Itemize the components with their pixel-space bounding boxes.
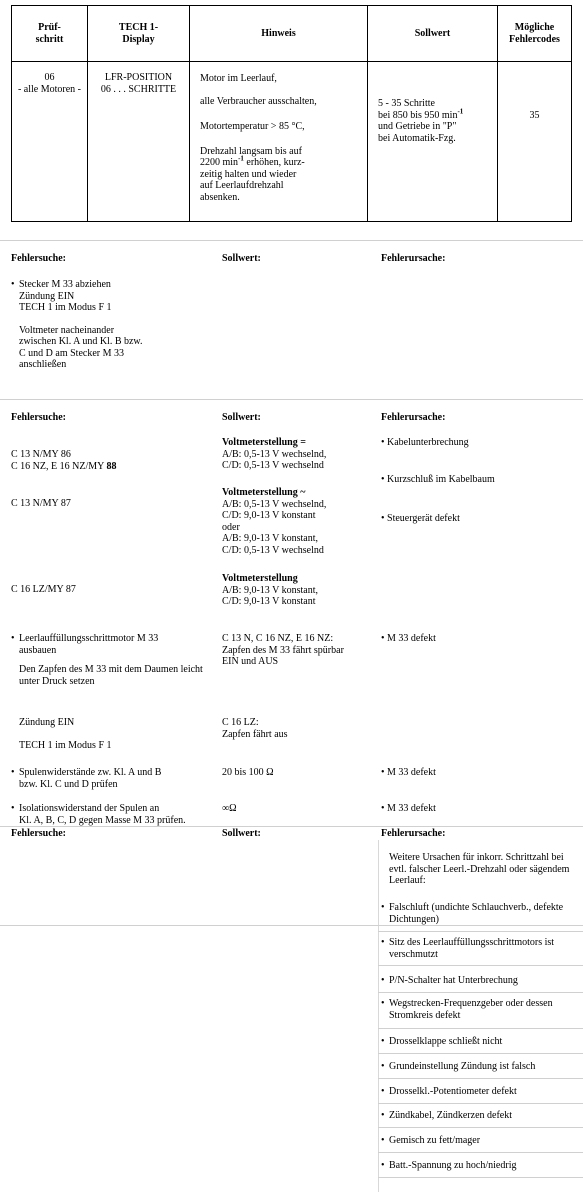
row-divider — [378, 1152, 583, 1153]
cause-text: M 33 defekt — [387, 803, 436, 814]
cell-display — [88, 62, 190, 222]
sollwert-line-2 — [378, 107, 497, 122]
test-step-table — [11, 5, 572, 222]
model-c16lz-my87: C 16 LZ/MY 87 — [11, 584, 76, 595]
hint-line-4c: zeitig halten und wieder auf Leerlaufdrehzahl absenken. — [200, 168, 297, 203]
step-text-voltmeter: Voltmeter nacheinander zwischen Kl. A und Kl. B bzw. C und D am Stecker M 33 anschließen — [19, 324, 143, 370]
bullet: • — [381, 1160, 385, 1171]
sollwert-label: Sollwert: — [222, 412, 261, 423]
model-year: 88 — [106, 461, 117, 472]
motor-sollwert: C 13 N, C 16 NZ, E 16 NZ: Zapfen des M 33 fährt spürbar EIN und AUS — [222, 633, 344, 667]
lz-sollwert: C 16 LZ: Zapfen fährt aus — [222, 717, 288, 740]
cause-text: Wegstrecken-Frequenzgeber oder dessen Stromkreis defekt — [389, 998, 553, 1021]
display-value: LFR-POSITION 06 . . . SCHRITTE — [100, 72, 177, 95]
bullet: • — [381, 437, 385, 448]
row-divider — [378, 1177, 583, 1178]
sollwert-line-1: 5 - 35 Schritte — [378, 98, 435, 109]
row-divider — [378, 1028, 583, 1029]
cause-text: Steuergerät defekt — [387, 513, 460, 524]
hint-line-3: Motortemperatur > 85 °C, — [200, 121, 305, 132]
cause-text: Batt.-Spannung zu hoch/niedrig — [389, 1160, 517, 1171]
cause-text: Falschluft (undichte Schlauchverb., defekte Dichtungen) — [389, 902, 564, 925]
hint-rpm: 2200 min — [200, 157, 239, 168]
hint-rpm-exponent: -1 — [238, 154, 244, 163]
voltmeter-heading: Voltmeterstellung — [222, 573, 298, 584]
cause-ecu-defect — [381, 513, 460, 525]
bullet: • — [11, 803, 15, 814]
cause-text: Sitz des Leerlauffüllungsschrittmotors ist verschmutzt — [389, 937, 555, 960]
bullet: • — [381, 998, 385, 1009]
sollwert-label: Sollwert: — [222, 253, 261, 264]
cell-step — [12, 62, 88, 222]
fehlerursache-label: Fehlerursache: — [381, 412, 446, 423]
bullet: • — [381, 937, 385, 948]
step-coil-resistance — [11, 767, 219, 790]
cause-text: Gemisch zu fett/mager — [389, 1135, 481, 1146]
bullet: • — [381, 474, 385, 485]
cause-cable-break — [381, 437, 469, 449]
step-ignition-on: Zündung EIN — [19, 717, 75, 728]
cause-list-item — [381, 1086, 579, 1098]
voltmeter-setting-1 — [222, 437, 380, 472]
step-insulation-resistance — [11, 803, 223, 826]
col-header-tech1-display: TECH 1- Display — [88, 6, 190, 62]
hint-line-1: Motor im Leerlauf, — [200, 73, 277, 84]
cause-text: Kurzschluß im Kabelbaum — [387, 474, 495, 485]
col-header-sollwert: Sollwert — [368, 6, 498, 62]
cause-text: Kabelunterbrechung — [387, 437, 469, 448]
step-text: Isolationswiderstand der Spulen an Kl. A, B, C, D gegen Masse M 33 prüfen. — [19, 803, 186, 826]
step-text: Spulenwiderstände zw. Kl. A und B bzw. Kl. C und D prüfen — [19, 767, 162, 790]
section-divider — [0, 240, 583, 241]
step-remove-stepper-motor — [11, 633, 219, 687]
cause-list-item — [381, 902, 579, 925]
bullet: • — [381, 1061, 385, 1072]
row-divider — [378, 1103, 583, 1104]
bullet: • — [11, 633, 15, 644]
sollwert-label: Sollwert: — [222, 828, 261, 839]
fehlercode-value: 35 — [529, 110, 540, 121]
row-divider — [378, 1053, 583, 1054]
cause-list-item — [381, 1061, 579, 1073]
row-divider — [378, 1078, 583, 1079]
cause-list-item — [381, 1036, 579, 1048]
voltmeter-heading: Voltmeterstellung ~ — [222, 487, 306, 498]
step-text: Stecker M 33 abziehen Zündung EIN TECH 1 im Modus F 1 — [19, 279, 112, 313]
section-divider — [0, 826, 583, 827]
bullet: • — [381, 902, 385, 913]
fehlerursache-label: Fehlerursache: — [381, 253, 446, 264]
cell-sollwert — [368, 62, 498, 222]
cause-text: M 33 defekt — [387, 767, 436, 778]
fehlersuche-label: Fehlersuche: — [11, 828, 66, 839]
row-divider — [378, 992, 583, 993]
row-divider — [0, 925, 583, 926]
cause-text: Drosselkl.-Potentiometer defekt — [389, 1086, 517, 1097]
cause-text: Grundeinstellung Zündung ist falsch — [389, 1061, 536, 1072]
voltmeter-setting-2 — [222, 487, 380, 556]
bullet: • — [381, 633, 385, 644]
hint-rpm-suffix: erhöhen, kurz- — [243, 157, 305, 168]
sollwert-line-3: und Getriebe in "P" bei Automatik-Fzg. — [378, 121, 457, 144]
voltmeter-values: A/B: 9,0-13 V konstant, C/D: 9,0-13 V konstant — [222, 584, 319, 607]
hint-line-4b — [200, 154, 367, 169]
model-text: C 16 NZ, E 16 NZ/MY — [11, 461, 107, 472]
fehlerursache-label: Fehlerursache: — [381, 828, 446, 839]
cause-list-item — [381, 1135, 579, 1147]
bullet: • — [381, 1135, 385, 1146]
sollwert-rpm: bei 850 bis 950 min — [378, 109, 458, 121]
cause-text: P/N-Schalter hat Unterbrechung — [389, 975, 518, 986]
hint-line-2: alle Verbraucher ausschalten, — [200, 95, 317, 107]
model-c13n-my86: C 13 N/MY 86 — [11, 449, 71, 460]
sollwert-rpm-exponent: -1 — [457, 107, 464, 116]
cause-m33-defect — [381, 767, 436, 779]
fehlersuche-label: Fehlersuche: — [11, 412, 66, 423]
cause-list-item — [381, 975, 579, 987]
cause-list-item — [381, 1160, 579, 1172]
bullet: • — [381, 513, 385, 524]
cause-m33-defect — [381, 633, 436, 645]
bullet: • — [11, 767, 15, 778]
cause-text: Drosselklappe schließt nicht — [389, 1036, 503, 1047]
coil-resistance-sollwert: 20 bis 100 Ω — [222, 767, 274, 778]
cause-list-item — [381, 1110, 579, 1122]
voltmeter-values: A/B: 0,5-13 V wechselnd, C/D: 9,0-13 V konstant oder A/B: 9,0-13 V konstant, C/D: 0,5-13 V wechselnd — [222, 498, 327, 556]
bullet: • — [381, 1086, 385, 1097]
cause-short-circuit — [381, 474, 495, 486]
bullet: • — [381, 1036, 385, 1047]
voltmeter-values: A/B: 0,5-13 V wechselnd, C/D: 0,5-13 V wechselnd — [222, 448, 327, 471]
bullet: • — [381, 803, 385, 814]
hint-line-4a: Drehzahl langsam bis auf — [200, 145, 302, 157]
cause-text: M 33 defekt — [387, 633, 436, 644]
step-tech1-mode: TECH 1 im Modus F 1 — [19, 740, 112, 751]
insulation-sollwert: ∞Ω — [222, 803, 237, 814]
row-divider — [378, 965, 583, 966]
col-header-pruefschritt: Prüf- schritt — [12, 6, 88, 62]
model-c13n-my87: C 13 N/MY 87 — [11, 498, 71, 509]
section-divider — [0, 399, 583, 400]
col-header-hinweis: Hinweis — [190, 6, 368, 62]
fehlersuche-label: Fehlersuche: — [11, 253, 66, 264]
row-divider — [378, 931, 583, 932]
col-header-fehlercodes: Mögliche Fehlercodes — [498, 6, 572, 62]
bullet: • — [11, 279, 15, 290]
cell-hinweis — [190, 62, 368, 222]
step-text-press-pin: Den Zapfen des M 33 mit dem Daumen leicht unter Druck setzen — [19, 664, 203, 687]
step-unplug-connector — [11, 279, 216, 371]
cell-fehlercodes — [498, 62, 572, 222]
row-divider — [378, 1127, 583, 1128]
cause-m33-defect — [381, 803, 436, 815]
bullet: • — [381, 767, 385, 778]
bullet: • — [381, 1110, 385, 1121]
cause-list-item — [381, 998, 579, 1021]
model-c16nz-e16nz-my88 — [11, 461, 116, 473]
bullet: • — [381, 975, 385, 986]
voltmeter-heading: Voltmeterstellung = — [222, 437, 306, 448]
voltmeter-setting-3 — [222, 573, 380, 608]
step-text: Leerlauffüllungsschrittmotor M 33 ausbauen — [19, 633, 159, 656]
cause-list-item — [381, 937, 579, 960]
cause-text: Zündkabel, Zündkerzen defekt — [389, 1110, 513, 1121]
further-causes-intro: Weitere Ursachen für inkorr. Schrittzahl bei evtl. falscher Leerl.-Drehzahl oder sägendem Leerlauf: — [389, 852, 570, 886]
step-value: 06 - alle Motoren - — [17, 72, 82, 95]
column-divider — [378, 840, 379, 1192]
